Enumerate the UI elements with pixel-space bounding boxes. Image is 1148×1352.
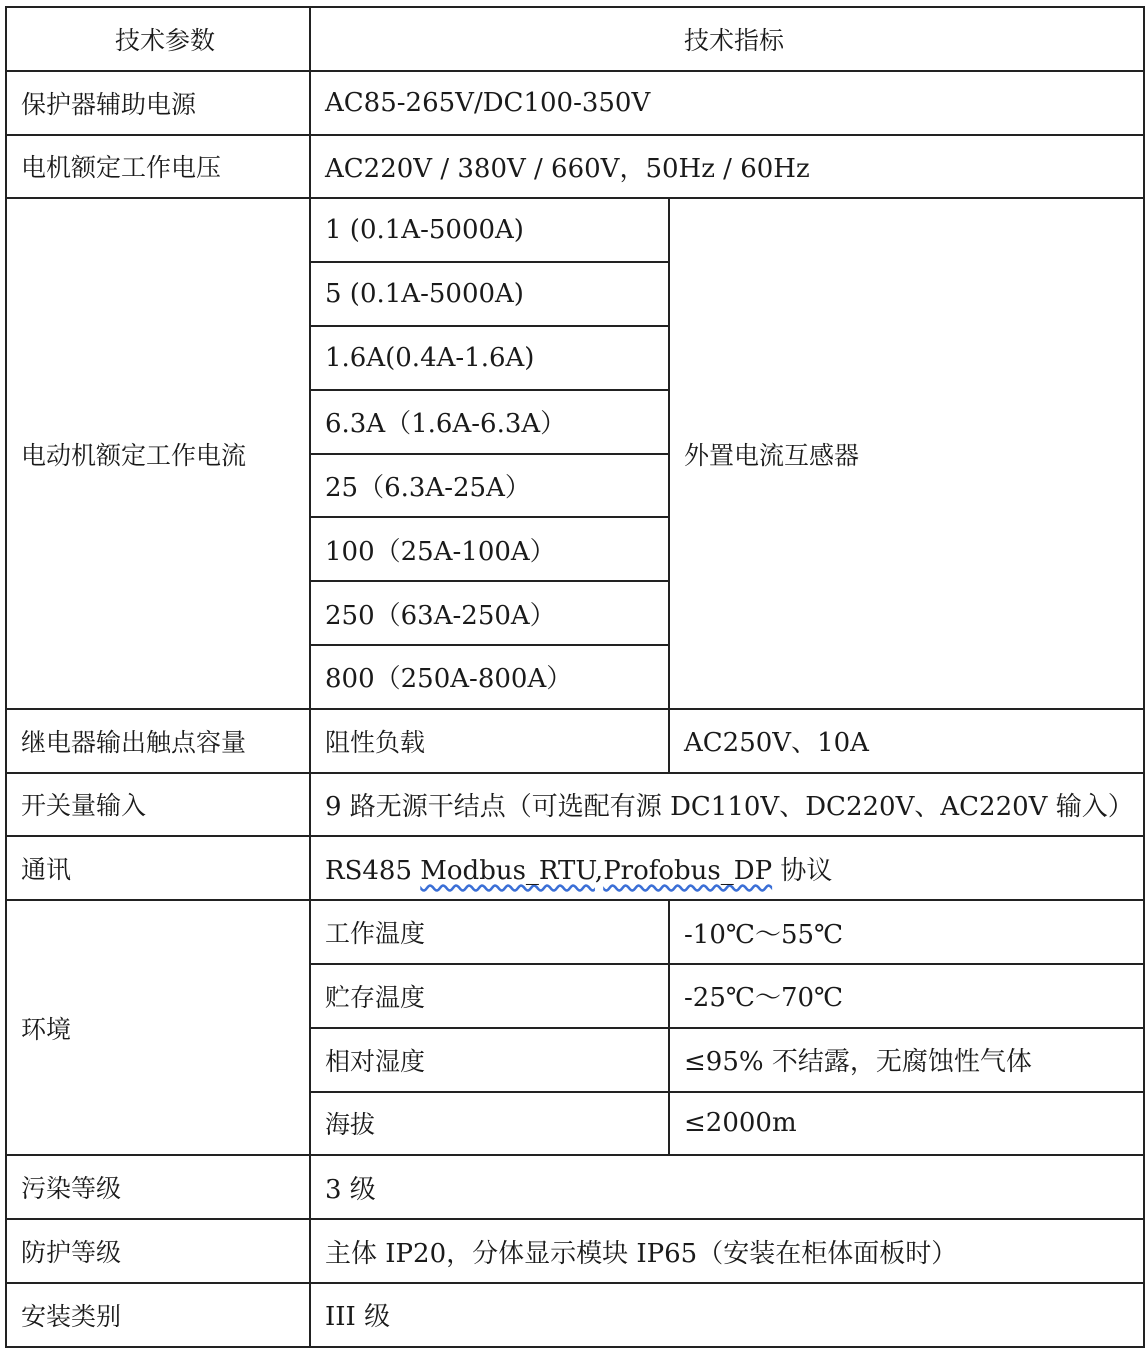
install-value: III 级 xyxy=(310,1283,1144,1347)
header-param: 技术参数 xyxy=(6,7,310,71)
relay-value: AC250V、10A xyxy=(669,709,1144,773)
current-range: 250（63A-250A） xyxy=(310,581,669,645)
relay-load: 阻性负载 xyxy=(310,709,669,773)
env-item-name: 相对湿度 xyxy=(310,1028,669,1092)
header-spec: 技术指标 xyxy=(310,7,1144,71)
pollution-value: 3 级 xyxy=(310,1155,1144,1219)
table-row xyxy=(6,71,1144,135)
voltage-value: AC220V / 380V / 660V，50Hz / 60Hz xyxy=(310,135,1144,199)
table-row xyxy=(6,1219,1144,1283)
env-item-name: 海拔 xyxy=(310,1092,669,1156)
install-label: 安装类别 xyxy=(6,1283,310,1347)
table-header-row xyxy=(6,7,1144,71)
current-range: 5 (0.1A-5000A) xyxy=(310,262,669,326)
comm-label: 通讯 xyxy=(6,836,310,900)
protection-value: 主体 IP20，分体显示模块 IP65（安装在柜体面板时） xyxy=(310,1219,1144,1283)
comm-prefix: RS485 xyxy=(325,855,421,886)
table-row xyxy=(6,773,1144,837)
protection-label: 防护等级 xyxy=(6,1219,310,1283)
relay-label: 继电器输出触点容量 xyxy=(6,709,310,773)
environment-label: 环境 xyxy=(6,900,310,1155)
table-row xyxy=(6,198,1144,262)
current-range: 1 (0.1A-5000A) xyxy=(310,198,669,262)
current-note: 外置电流互感器 xyxy=(669,198,1144,708)
comm-comma: , xyxy=(594,855,604,886)
current-range: 1.6A(0.4A-1.6A) xyxy=(310,326,669,390)
current-range: 800（250A-800A） xyxy=(310,645,669,709)
spec-table xyxy=(5,6,1145,1348)
env-item-name: 工作温度 xyxy=(310,900,669,964)
voltage-label: 电机额定工作电压 xyxy=(6,135,310,199)
env-item-value: ≤2000m xyxy=(669,1092,1144,1156)
power-value: AC85-265V/DC100-350V xyxy=(310,71,1144,135)
current-label: 电动机额定工作电流 xyxy=(6,198,310,708)
env-item-name: 贮存温度 xyxy=(310,964,669,1028)
switch-input-value: 9 路无源干结点（可选配有源 DC110V、DC220V、AC220V 输入） xyxy=(310,773,1144,837)
env-item-value: -25℃～70℃ xyxy=(669,964,1144,1028)
pollution-label: 污染等级 xyxy=(6,1155,310,1219)
table-row xyxy=(6,836,1144,900)
current-range: 100（25A-100A） xyxy=(310,517,669,581)
table-row xyxy=(6,135,1144,199)
table-row xyxy=(6,1283,1144,1347)
env-item-value: -10℃～55℃ xyxy=(669,900,1144,964)
comm-value xyxy=(310,836,1144,900)
power-label: 保护器辅助电源 xyxy=(6,71,310,135)
table-row xyxy=(6,1155,1144,1219)
comm-modbus: Modbus_RTU xyxy=(420,855,595,886)
table-row xyxy=(6,709,1144,773)
comm-profibus: Profobus_DP xyxy=(603,855,773,886)
switch-input-label: 开关量输入 xyxy=(6,773,310,837)
table-row xyxy=(6,900,1144,964)
env-item-value: ≤95% 不结露，无腐蚀性气体 xyxy=(669,1028,1144,1092)
current-range: 6.3A（1.6A-6.3A） xyxy=(310,390,669,454)
current-range: 25（6.3A-25A） xyxy=(310,454,669,518)
comm-suffix: 协议 xyxy=(772,855,833,886)
